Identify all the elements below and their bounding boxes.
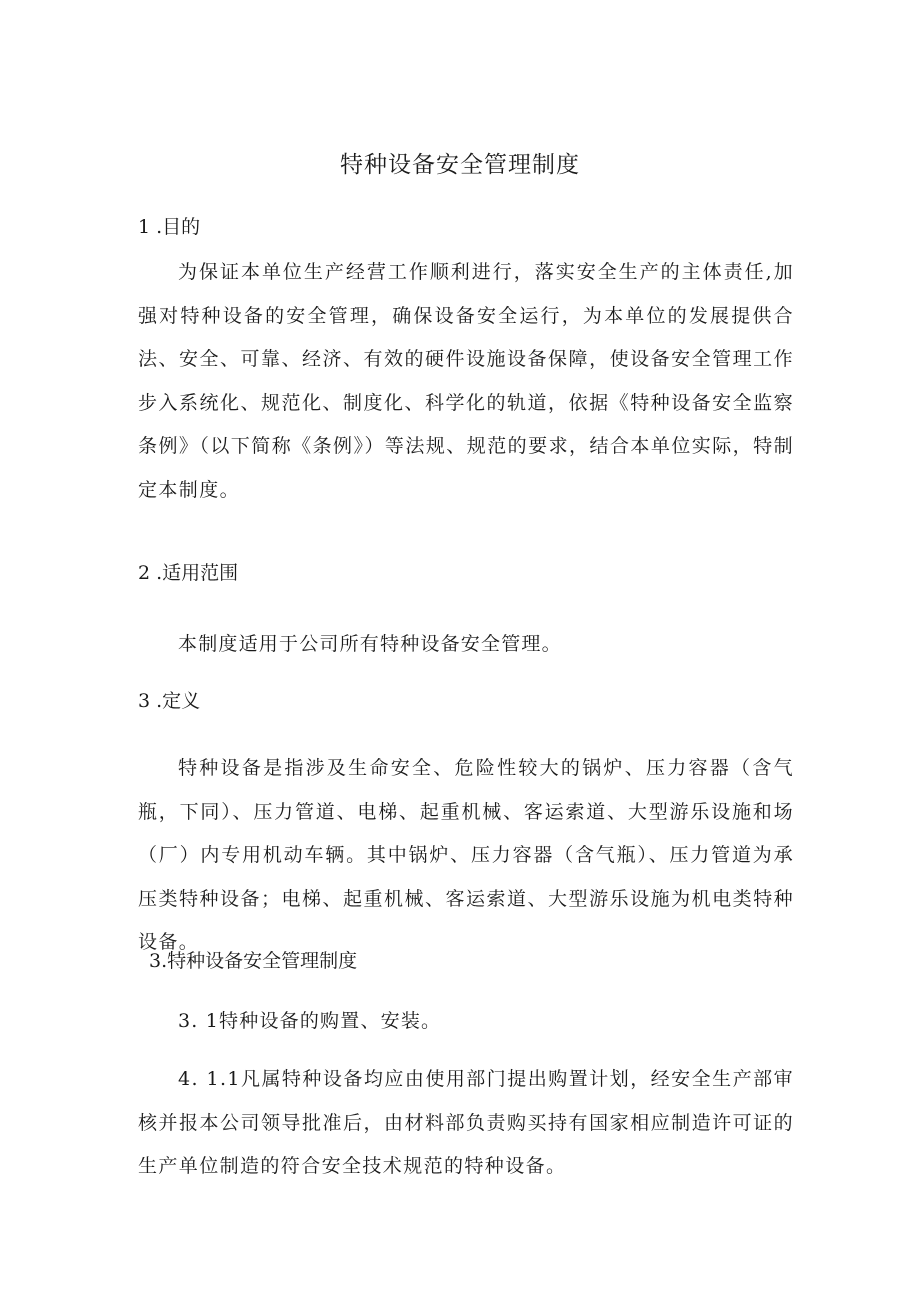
section-heading-scope: 2 .适用范围 [138, 562, 239, 584]
paragraph-definition: 特种设备是指涉及生命安全、危险性较大的锅炉、压力容器（含气瓶，下同）、压力管道、电梯、起重机械、客运索道、大型游乐设施和场（厂）内专用机动车辆。其中锅炉、压力容器（含气瓶）、压力管道为承压类特种设备；电梯、起重机械、客运索道、大型游乐设施为机电类特种设备。 [138, 757, 794, 953]
section-heading-purpose: 1 .目的 [138, 216, 201, 238]
clause-purchase-plan: 4. 1.1凡属特种设备均应由使用部门提出购置计划，经安全生产部审核并报本公司领导批准后，由材料部负责购买持有国家相应制造许可证的生产单位制造的符合安全技术规范的特种设备。 [138, 1068, 794, 1177]
clause-purchase-install: 3. 1特种设备的购置、安装。 [178, 1010, 442, 1032]
document-title: 特种设备安全管理制度 [340, 152, 580, 178]
section-heading-definition: 3 .定义 [138, 690, 201, 712]
paragraph-purpose: 为保证本单位生产经营工作顺利进行，落实安全生产的主体责任,加强对特种设备的安全管理，确保设备安全运行，为本单位的发展提供合法、安全、可靠、经济、有效的硬件设施设备保障，使设备安全管理工作步入系统化、规范化、制度化、科学化的轨道，依据《特种设备安全监察条例》（以下简称《条例》）等法规、规范的要求，结合本单位实际，特制定本制度。 [138, 261, 794, 501]
paragraph-scope: 本制度适用于公司所有特种设备安全管理。 [178, 633, 562, 655]
section-heading-management-system: 3.特种设备安全管理制度 [149, 950, 358, 972]
